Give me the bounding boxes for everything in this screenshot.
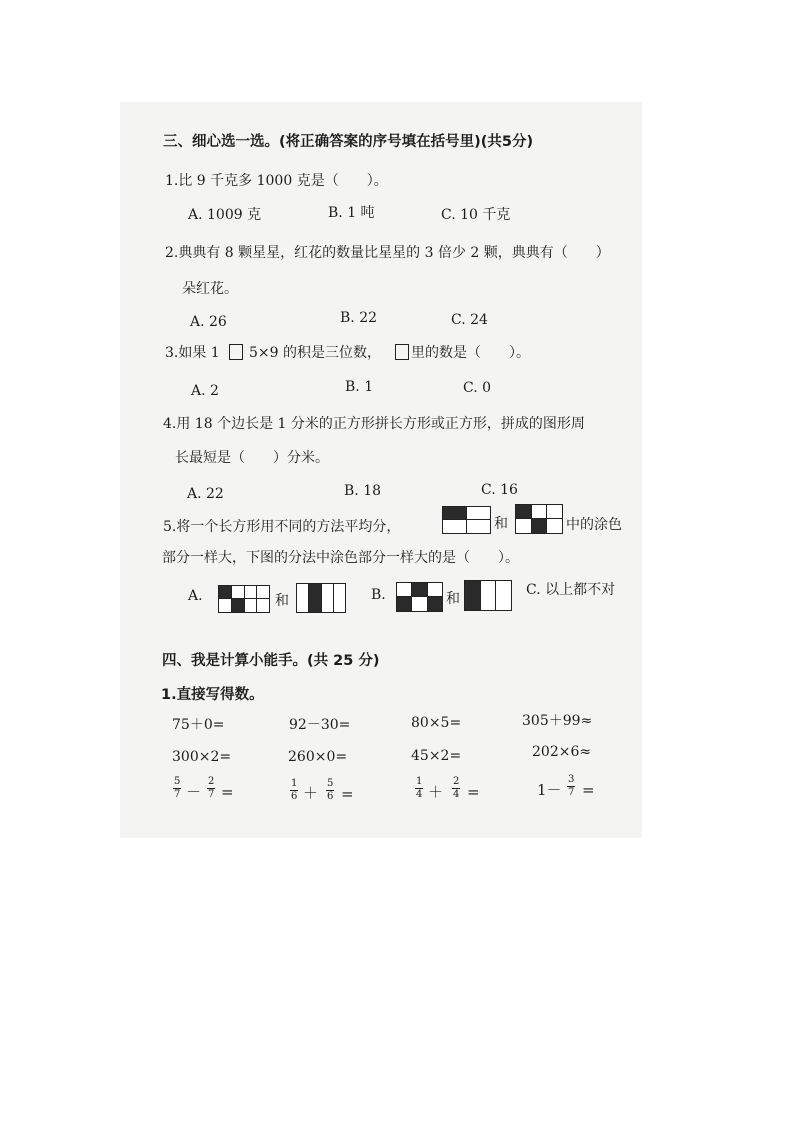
q2-stem-cont: 朵红花。 xyxy=(182,281,238,297)
q5-and-1: 和 xyxy=(494,516,508,532)
option-a-figure-2 xyxy=(296,583,346,613)
q3-stem-part2: 5×9 的积是三位数， xyxy=(249,345,381,361)
fraction: $\frac{1}{4}$ xyxy=(416,776,423,800)
option-b-and: 和 xyxy=(446,591,460,607)
q2-option-a: A. 26 xyxy=(190,314,227,330)
calc-r1-c3: 80×5= xyxy=(411,715,462,731)
q1-option-b: B. 1 吨 xyxy=(328,205,375,221)
fraction: $\frac{3}{7}$ xyxy=(568,774,575,798)
equals-sign: = xyxy=(582,781,595,799)
calc-r1-c2: 92－30= xyxy=(289,717,351,733)
blank-box xyxy=(229,344,243,360)
q2-option-b: B. 22 xyxy=(340,310,378,326)
option-b-figure-1 xyxy=(396,582,443,612)
q2-option-c: C. 24 xyxy=(451,312,488,328)
q4-option-c: C. 16 xyxy=(481,482,518,498)
q5-stem-part1: 5.将一个长方形用不同的方法平均分， xyxy=(163,519,401,535)
section-4-sub-1: 1.直接写得数。 xyxy=(161,687,264,703)
q1-option-c: C. 10 千克 xyxy=(441,207,511,223)
plus-sign: ＋ xyxy=(303,784,319,802)
q4-option-a: A. 22 xyxy=(187,486,224,502)
equals-sign: = xyxy=(341,785,354,803)
q4-stem: 4.用 18 个边长是 1 分米的正方形拼长方形或正方形，拼成的图形周 xyxy=(163,416,585,432)
option-a-and: 和 xyxy=(275,593,289,609)
equals-sign: = xyxy=(221,783,234,801)
minus-sign: － xyxy=(186,783,202,801)
plus-sign: ＋ xyxy=(428,783,444,801)
equals-sign: = xyxy=(467,783,480,801)
q3-option-a: A. 2 xyxy=(191,383,219,399)
q4-stem-cont: 长最短是（ ）分米。 xyxy=(175,450,329,466)
q3-stem-part3: 里的数是（ ）。 xyxy=(411,345,530,361)
fraction: $\frac{5}{6}$ xyxy=(327,778,334,802)
q5-figure-rect-1 xyxy=(442,506,491,534)
one-minus: 1－ xyxy=(537,781,562,799)
q5-stem-cont: 部分一样大，下图的分法中涂色部分一样大的是（ ）。 xyxy=(162,550,519,566)
q4-option-b: B. 18 xyxy=(344,483,382,499)
calc-r2-c2: 260×0= xyxy=(288,749,348,765)
option-a-figure-1 xyxy=(218,585,270,613)
section-3-heading: 三、细心选一选。(将正确答案的序号填在括号里)(共5分) xyxy=(163,134,534,150)
calc-r1-c1: 75＋0= xyxy=(172,717,225,733)
q5-stem-part2: 中的涂色 xyxy=(566,517,622,533)
q3-option-b: B. 1 xyxy=(345,379,374,395)
q1-stem: 1.比 9 千克多 1000 克是（ ）。 xyxy=(165,173,388,189)
calc-r1-c4: 305＋99≈ xyxy=(522,713,593,729)
calc-r2-c3: 45×2= xyxy=(411,748,462,764)
q5-option-a-label: A. xyxy=(188,588,203,604)
option-b-figure-2 xyxy=(464,580,512,611)
q5-option-b-label: B. xyxy=(371,587,386,603)
q1-option-a: A. 1009 克 xyxy=(188,207,262,223)
calc-r2-c1: 300×2= xyxy=(172,749,232,765)
fraction: $\frac{2}{7}$ xyxy=(208,776,215,800)
section-4-heading: 四、我是计算小能手。(共 25 分) xyxy=(162,653,380,669)
blank-box xyxy=(395,344,409,360)
q3-option-c: C. 0 xyxy=(463,380,492,396)
q5-figure-rect-2 xyxy=(515,504,563,534)
fraction: $\frac{2}{4}$ xyxy=(453,776,460,800)
fraction: $\frac{5}{7}$ xyxy=(174,776,181,800)
q3-stem-part1: 3.如果 1 xyxy=(165,345,220,361)
q5-option-c: C. 以上都不对 xyxy=(526,582,616,598)
calc-r2-c4: 202×6≈ xyxy=(532,744,592,760)
q2-stem: 2.典典有 8 颗星星，红花的数量比星星的 3 倍少 2 颗，典典有（ ） xyxy=(165,245,610,261)
fraction: $\frac{1}{6}$ xyxy=(291,778,298,802)
